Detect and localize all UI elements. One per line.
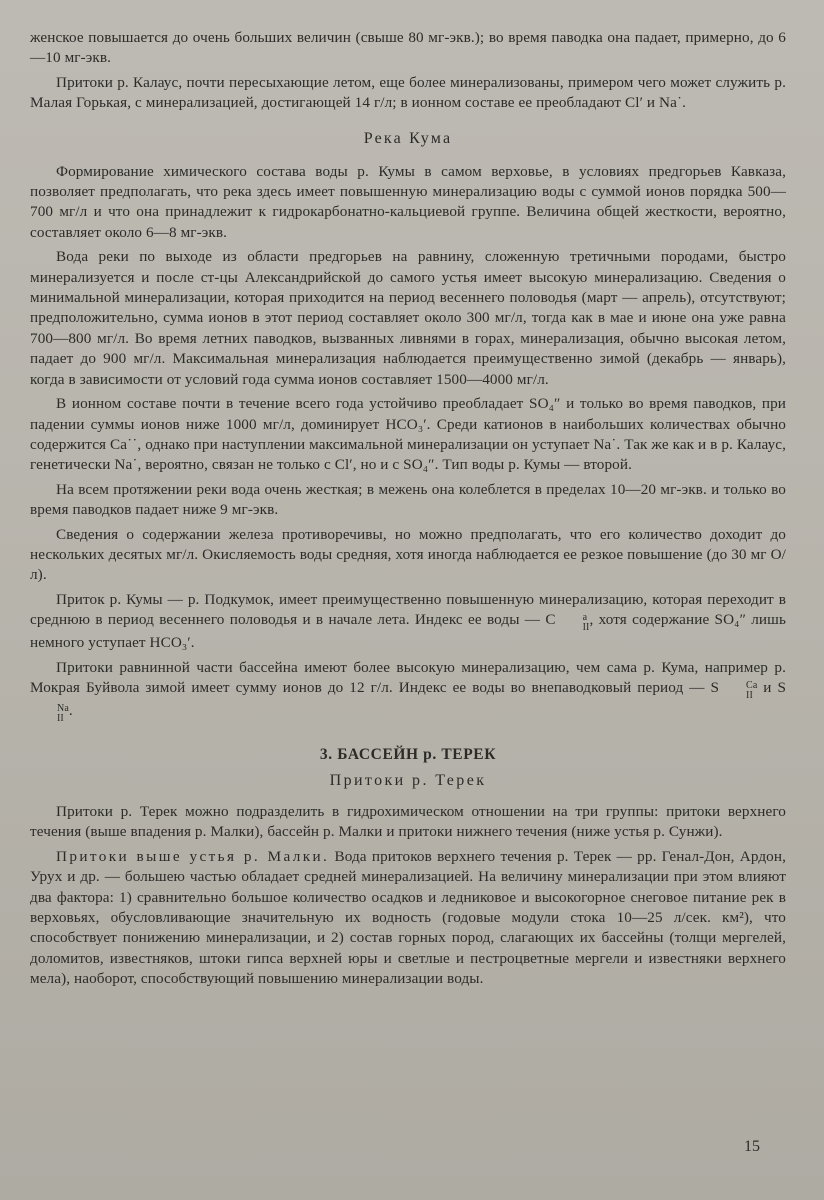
run-in-heading-upper-malka: Притоки выше устья р. Малки. [56, 847, 330, 865]
paragraph-podkumok-text: Приток р. Кумы — р. Подкумок, имеет преимущественно повышенную минерализацию, которая переходит в среднюю в период весеннего половодья и в начале лета. Индекс ее воды — C [30, 590, 786, 629]
water-index-s-ca [720, 681, 757, 701]
index-subscript: II [57, 712, 64, 724]
paragraph-continuation: женское повышается до очень больших величин (свыше 80 мг-экв.); во время паводка она падает, примерно, до 6—10 мг-экв. [30, 29, 786, 67]
paragraph-plain-tributaries [30, 658, 786, 724]
paragraph-kuma-ionic-composition: В ионном составе почти в течение всего года устойчиво преобладает SO₄″ и только во время паводков, при падении суммы ионов ниже 1000 мг/л, доминирует HCO₃′. Среди катионов в наибольших количествах обычно содержится Ca˙˙, однако при наступлении максимальной минерализации он уступает Na˙. Так же как и в р. Калаус, генетически Na˙, вероятно, связан не только с Cl′, но и с SO₄″. Тип воды р. Кумы — второй. [30, 395, 786, 474]
paragraph-kuma-mineralization: Вода реки по выходе из области предгорьев на равнину, сложенную третичными породами, быстро минерализуется и после ст-цы Александрийской до самого устья имеет высокую минерализацию. Сведения о минимальной минерализации, которая приходится на период весеннего половодья (март — апрель), отсутствуют; предположительно, сумма ионов в этот период составляет около 300 мг/л, тогда как в мае и июне она уже равна 700—800 мг/л. Во время летних паводков, вызванных ливнями в горах, минерализация, обычно высокая летом, падает до 900 мг/л. Максимальная минерализация наблюдается преимущественно зимой (декабрь — январь), когда в зависимости от условий года сумма ионов составляет 1500—4000 мг/л. [30, 248, 786, 388]
paragraph-plain-text-end: . [68, 701, 73, 719]
paragraph-kuma-hardness: На всем протяжении реки вода очень жесткая; в межень она колеблется в пределах 10—20 мг-экв. и только во время паводков падает ниже 9 мг-экв. [30, 480, 786, 519]
index-superscript: a [582, 612, 588, 624]
water-index-s-na [31, 704, 69, 724]
paragraph-kuma-formation: Формирование химического состава воды р. Кумы в самом верховье, в условиях предгорьев Кавказа, позволяет предполагать, что река здесь имеет повышенную минерализацию воды с суммой ионов порядка 500—700 мг/л и что она принадлежит к гидрокарбонатно-кальциевой группе. Величина общей жесткости, вероятно, составляет около 6—8 мг-экв. [30, 162, 786, 241]
paragraph-upper-tributaries [30, 847, 786, 990]
page-number: 15 [744, 1138, 760, 1155]
paragraph-upper-tributaries-text: Вода притоков верхнего течения р. Терек — рр. Генал-Дон, Ардон, Урух и др. — большею частью обладает средней минерализацией. На величину минерализации при этом влияют два фактора: 1) сравнительно большое количество осадков и ледниковое и высокогорное снеговое питание рек в верховьях, обусловливающие значительную их водность (годовые модули стока 10—25 л/сек. км²), что способствует понижению минерализации, и 2) состав горных пород, слагающих их бассейны (толщи мергелей, доломитов, известняков, штоки гипса верхней юры и светлые и пестроцветные мергели и известняки верхнего мела), наоборот, способствующий повышению минерализации воды. [30, 847, 786, 988]
index-subscript: II [582, 622, 590, 634]
paragraph-terek-groups: Притоки р. Терек можно подразделить в гидрохимическом отношении на три группы: притоки верхнего течения (выше впадения р. Малки), бассейн р. Малки и притоки нижнего течения (ниже устья р. Сунжи). [30, 802, 786, 841]
section-heading-terek-tributaries: Притоки р. Терек [329, 771, 487, 789]
water-index-c [557, 613, 590, 633]
paragraph-kalaus-tributaries: Притоки р. Калаус, почти пересыхающие летом, еще более минерализованы, примером чего может служить р. Малая Горькая, с минерализацией, достигающей 14 г/л; в ионном составе ее преобладают Cl′ и Na˙. [30, 73, 786, 112]
paragraph-podkumok-text-end: , хотя содержание SO₄″ лишь немного уступает HCO₃′. [30, 611, 786, 652]
index-superscript: Ca [746, 679, 758, 691]
paragraph-plain-text-mid: и S [757, 678, 786, 696]
paragraph-plain-text: Притоки равнинной части бассейна имеют более высокую минерализацию, чем сама р. Кума, например р. Мокрая Буйвола зимой имеет сумму ионов до 12 г/л. Индекс ее воды во внепаводковый период — S [30, 658, 786, 696]
paragraph-kuma-iron: Сведения о содержании железа противоречивы, но можно предполагать, что его количество доходит до нескольких десятых мг/л. Окисляемость воды средняя, хотя иногда наблюдается ее резкое повышение (до 30 мг O/л). [30, 525, 786, 584]
chapter-heading-terek: 3. БАССЕЙН р. ТЕРЕК [319, 745, 497, 763]
index-superscript: Na [57, 702, 69, 714]
section-heading-kuma: Река Кума [363, 129, 453, 147]
paragraph-podkumok [30, 590, 786, 654]
index-subscript: II [746, 689, 753, 701]
